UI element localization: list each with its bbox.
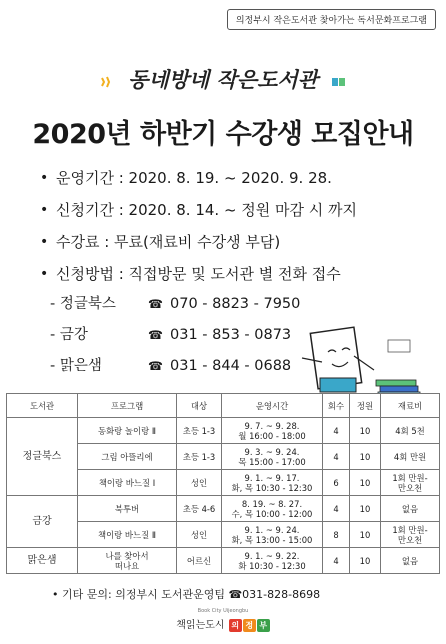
header-count: 회수 [323,394,350,418]
info-text: 신청방법 : 직접방문 및 도서관 별 전화 접수 [56,265,341,283]
time-cell [222,444,323,470]
count-cell: 4 [323,444,350,470]
logo-badge: 의 [229,619,242,632]
logo-badge: 정 [243,619,256,632]
fee-cell: 없음 [381,496,440,522]
count-cell: 4 [323,548,350,574]
table-row [7,548,440,574]
info-text: 수강료 : 무료(재료비 수강생 부담) [56,233,281,251]
time-hours: 목 15:00 - 17:00 [238,456,306,467]
book-character-illustration [300,318,430,400]
info-text: 운영기간 : 2020. 8. 19. ~ 2020. 9. 28. [56,169,332,187]
library-cell: 맑은샘 [7,548,78,574]
time-dates: 9. 1. ~ 9. 17. [244,472,300,483]
phone-icon: ☎ [148,359,163,373]
phone-icon: ☎ [148,328,163,342]
time-cell [222,548,323,574]
time-hours: 화, 목 10:30 - 12:30 [231,482,313,493]
program-line: 나를 찾아서 [105,550,149,561]
logo-subtitle: Book City Uijeongbu [197,608,249,614]
time-dates: 9. 7. ~ 9. 28. [244,420,300,431]
info-fee [40,232,430,252]
program-cell: 북투버 [78,496,177,522]
time-cell [222,470,323,496]
fee-cell: 4회 만원 [381,444,440,470]
time-cell [222,418,323,444]
library-cell: 정글북스 [7,418,78,496]
page-title: 2020년 하반기 수강생 모집안내 [32,119,414,150]
program-cell: 동화랑 놀이랑 Ⅱ [78,418,177,444]
table-row [7,496,440,522]
time-dates: 9. 1. ~ 9. 24. [244,524,300,535]
time-cell [222,496,323,522]
time-hours: 화, 목 13:00 - 15:00 [231,534,313,545]
fee-line: 1회 만원- [392,472,428,483]
contact-list [50,294,330,387]
header-capacity: 정원 [350,394,381,418]
table-header-row [7,394,440,418]
fee-cell: 없음 [381,548,440,574]
capacity-cell: 10 [350,470,381,496]
time-hours: 월 16:00 - 18:00 [238,430,306,441]
sparkle-icon [99,76,115,88]
time-hours: 화 10:30 - 12:30 [238,560,306,571]
bullet: • [40,202,49,218]
info-period [40,168,430,188]
capacity-cell: 10 [350,496,381,522]
count-cell: 6 [323,470,350,496]
contact-phone: 031 - 844 - 0688 [170,358,292,374]
target-cell: 성인 [177,470,222,496]
count-cell: 4 [323,418,350,444]
capacity-cell: 10 [350,418,381,444]
book-icon [331,76,347,88]
contact-phone: 031 - 853 - 0873 [170,327,292,343]
fee-line: 1회 만원- [392,524,428,535]
target-cell: 어르신 [177,548,222,574]
time-hours: 수, 목 10:00 - 12:00 [231,508,313,519]
capacity-cell: 10 [350,548,381,574]
contact-note: • 기타 문의: 의정부시 도서관운영팀 ☎031-828-8698 [52,588,321,601]
time-dates: 9. 3. ~ 9. 24. [244,446,300,457]
target-cell: 초등 1-3 [177,418,222,444]
program-cell: 책이랑 바느질 Ⅰ [78,470,177,496]
schedule-table [6,393,440,574]
header-fee: 재료비 [381,394,440,418]
contact-junglebooks [50,294,330,314]
time-cell [222,522,323,548]
brand-title [0,64,446,94]
count-cell: 8 [323,522,350,548]
contact-name: - 금강 [50,327,88,343]
brand-title-text: 동네방네 작은도서관 [128,67,318,92]
contact-phone: 070 - 8823 - 7950 [170,296,301,312]
fee-line: 만오천 [397,482,423,493]
fee-cell [381,522,440,548]
time-dates: 8. 19. ~ 8. 27. [241,498,303,509]
target-cell: 성인 [177,522,222,548]
header-library: 도서관 [7,394,78,418]
target-cell: 초등 4-6 [177,496,222,522]
program-line: 떠나요 [114,560,140,571]
bullet: • [40,170,49,186]
library-cell: 금강 [7,496,78,548]
phone-icon: ☎ [148,297,163,311]
program-cell: 그림 아뜰리에 [78,444,177,470]
header-program: 프로그램 [78,394,177,418]
fee-cell: 4회 5천 [381,418,440,444]
logo-badge: 부 [257,619,270,632]
info-application-period [40,200,430,220]
info-text: 신청기간 : 2020. 8. 14. ~ 정원 마감 시 까지 [56,201,358,219]
logo-text: 책읽는도시 [176,620,225,631]
info-list [40,168,430,296]
program-cell [78,548,177,574]
program-tag: 의정부시 작은도서관 찾아가는 독서문화프로그램 [227,9,436,30]
header-time: 운영시간 [222,394,323,418]
contact-malgeunsaem [50,356,330,376]
program-cell: 책이랑 바느질 Ⅱ [78,522,177,548]
info-method [40,264,430,284]
table-row [7,418,440,444]
logo-row [0,616,446,632]
fee-cell [381,470,440,496]
capacity-cell: 10 [350,522,381,548]
city-logo [0,608,446,632]
contact-name: - 정글북스 [50,296,116,312]
bullet: • [40,234,49,250]
capacity-cell: 10 [350,444,381,470]
time-dates: 9. 1. ~ 9. 22. [244,550,300,561]
bullet: • [40,266,49,282]
contact-geumgang [50,325,330,345]
fee-line: 만오천 [397,534,423,545]
header-target: 대상 [177,394,222,418]
contact-name: - 맑은샘 [50,358,102,374]
count-cell: 4 [323,496,350,522]
target-cell: 초등 1-3 [177,444,222,470]
